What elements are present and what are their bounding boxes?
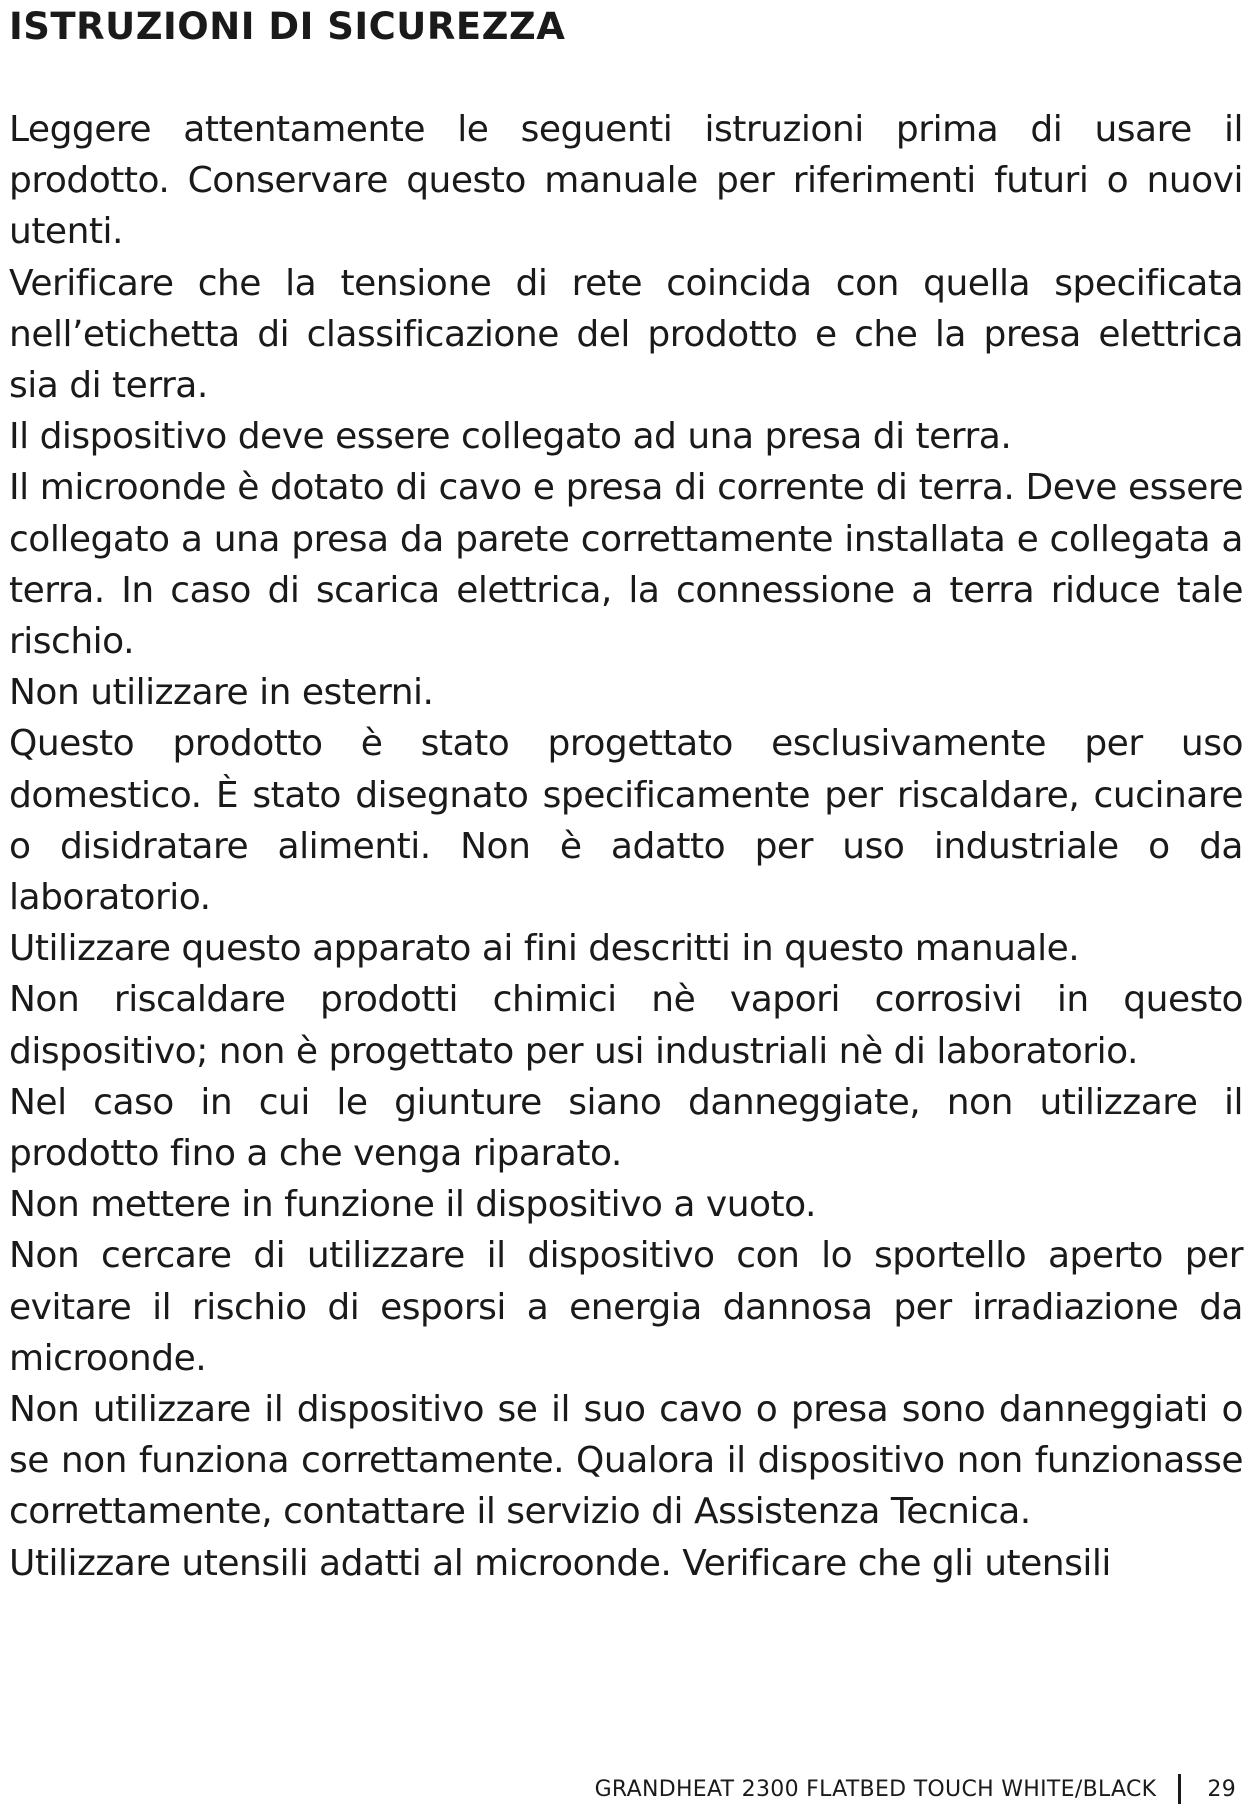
paragraph-suitable-utensils: Utilizzare utensili adatti al microonde. Verificare che gli utensili [9,1542,1111,1584]
section-title: ISTRUZIONI DI SICUREZZA [9,5,566,48]
page-footer [595,1772,1236,1806]
paragraph-intended-purpose: Utilizzare questo apparato ai fini descritti in questo manuale. [9,928,1080,970]
paragraph-check-voltage: Verificare che la tensione di rete coincida con quella specificata nell’etichetta di classificazione del prodotto e che la presa elettrica sia di terra. [9,262,1243,407]
paragraph-no-chemicals: Non riscaldare prodotti chimici nè vapori corrosivi in questo dispositivo; non è progettato per usi industriali nè di laboratorio. [9,979,1243,1072]
paragraph-grounded-socket: Il dispositivo deve essere collegato ad una presa di terra. [9,416,1012,458]
paragraph-no-empty-operation: Non mettere in funzione il dispositivo a vuoto. [9,1184,816,1226]
paragraph-damaged-seals: Nel caso in cui le giunture siano danneggiate, non utilizzare il prodotto fino a che venga riparato. [9,1081,1243,1175]
paragraph-door-open-warning: Non cercare di utilizzare il dispositivo con lo sportello aperto per evitare il rischio di esporsi a energia dannosa per irradiazione da microonde. [9,1235,1243,1379]
footer-product-name: GRANDHEAT 2300 FLATBED TOUCH WHITE/BLACK [594,1776,1157,1802]
paragraph-domestic-use: Questo prodotto è stato progettato esclusivamente per uso domestico. È stato disegnato specificamente per riscaldare, cucinare o disidratare alimenti. Non è adatto per uso industriale o da laboratorio. [9,723,1243,919]
footer-separator [1178,1774,1181,1804]
paragraph-no-outdoor-use: Non utilizzare in esterni. [9,672,434,714]
paragraph-grounded-cable: Il microonde è dotato di cavo e presa di corrente di terra. Deve essere collegato a una presa da parete correttamente installata e collegata a terra. In caso di scarica elettrica, la connessione a terra riduce tale rischio. [9,467,1243,663]
paragraph-damaged-cable: Non utilizzare il dispositivo se il suo cavo o presa sono danneggiati o se non funziona correttamente. Qualora il dispositivo non funzionasse correttamente, contattare il servizio di Assistenza Tecnica. [9,1389,1243,1533]
paragraph-read-instructions: Leggere attentamente le seguenti istruzioni prima di usare il prodotto. Conservare questo manuale per riferimenti futuri o nuovi utenti. [9,109,1243,253]
safety-instructions-body [9,104,1243,1589]
page-number: 29 [1207,1776,1236,1802]
